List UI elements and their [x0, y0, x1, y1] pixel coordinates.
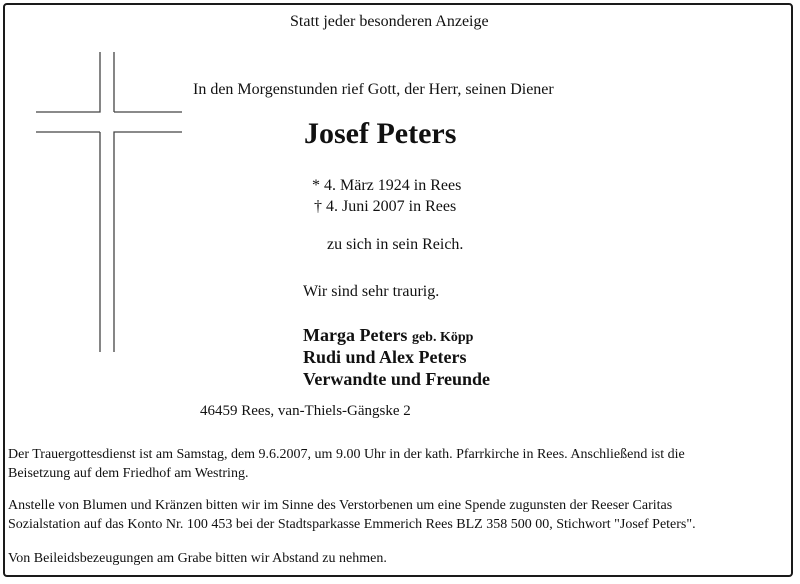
death-date: † 4. Juni 2007 in Rees: [314, 198, 457, 215]
mourner-birth-name: geb. Köpp: [411, 330, 474, 345]
service-line-1: Der Trauergottesdienst ist am Samstag, dem 9.6.2007, um 9.00 Uhr in der kath. Pfarrkirche in Rees. Anschließend ist die: [8, 447, 685, 462]
mourner-name: Marga Peters: [303, 325, 408, 345]
donation-line-1: Anstelle von Blumen und Kränzen bitten wir im Sinne des Verstorbenen um eine Spende zugunsten der Reeser Caritas: [8, 498, 673, 513]
intro-text: In den Morgenstunden rief Gott, der Herr, seinen Diener: [193, 81, 554, 98]
mourner-2: Rudi und Alex Peters: [303, 347, 467, 367]
outro-text: zu sich in sein Reich.: [327, 236, 464, 253]
mourner-3: Verwandte und Freunde: [303, 369, 491, 389]
condolence-note: Von Beileidsbezeugungen am Grabe bitten wir Abstand zu nehmen.: [8, 551, 387, 566]
deceased-name: Josef Peters: [304, 117, 457, 150]
address: 46459 Rees, van-Thiels-Gängske 2: [200, 403, 411, 419]
service-line-2: Beisetzung auf dem Friedhof am Westring.: [8, 466, 249, 481]
donation-line-2: Sozialstation auf das Konto Nr. 100 453 bei der Stadtsparkasse Emmerich Rees BLZ 358 500 00, Stichwort "Josef Peters".: [8, 517, 696, 532]
birth-date: * 4. März 1924 in Rees: [312, 177, 462, 194]
header-notice: Statt jeder besonderen Anzeige: [290, 13, 489, 30]
cross-icon: [30, 48, 190, 358]
sorrow-text: Wir sind sehr traurig.: [303, 283, 440, 300]
